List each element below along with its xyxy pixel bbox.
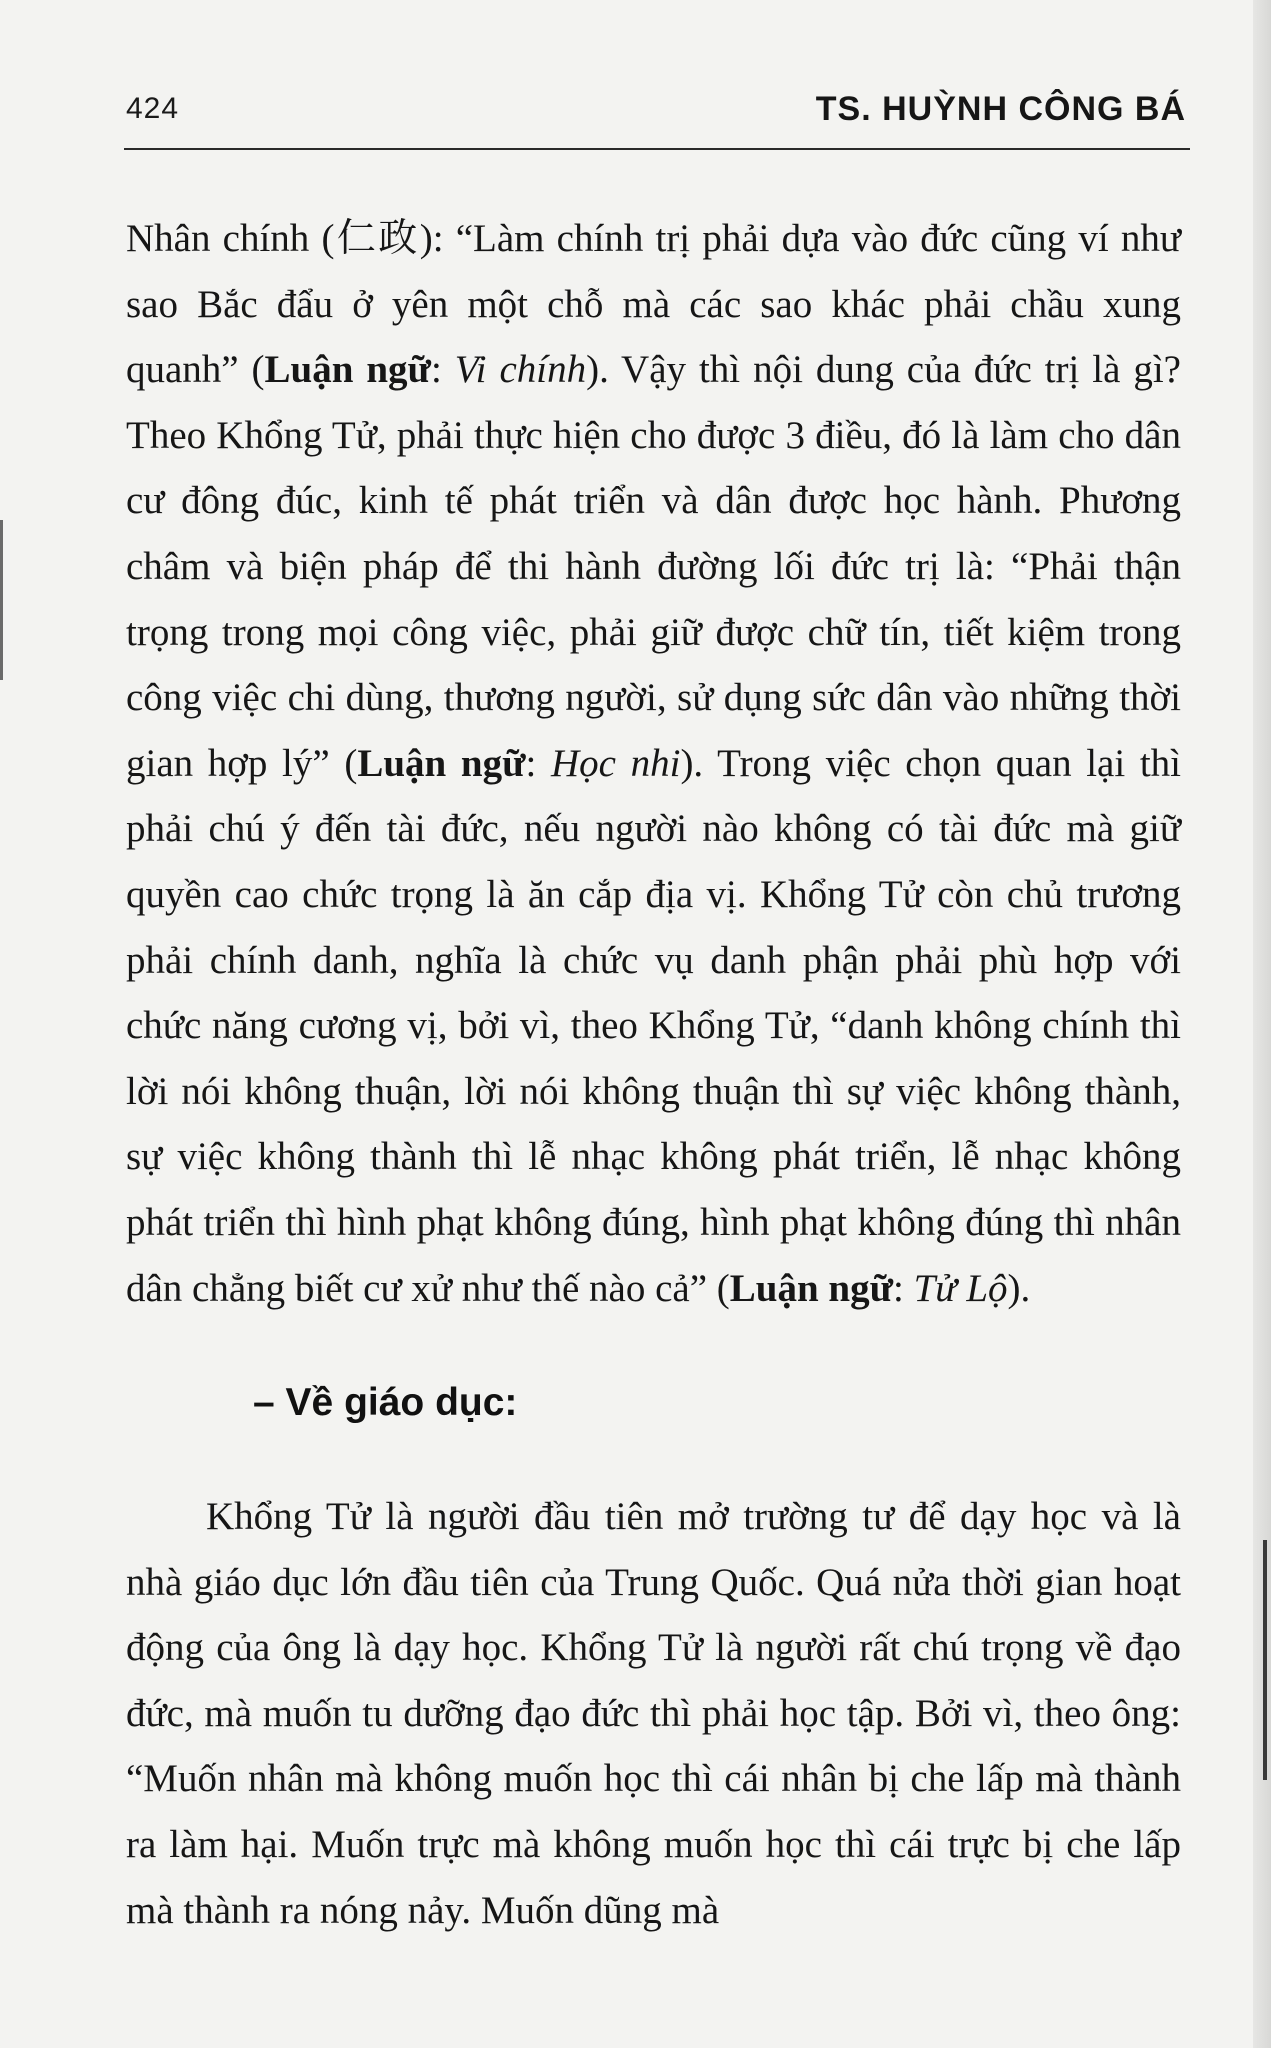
- running-head-author: TS. HUỲNH CÔNG BÁ: [815, 90, 1186, 128]
- page-right-edge: [1253, 0, 1271, 2048]
- header-rule: [124, 148, 1190, 150]
- section-heading-text: – Về giáo dục:: [253, 1381, 518, 1425]
- text-run: ). Vậy thì nội dung của đức trị là gì? Theo Khổng Tử, phải thực hiện cho được 3 điều, đó là làm cho dân cư đông đúc, kinh tế phát triển và dân được học hành. Phương châm và biện pháp để thi hành đường lối đức trị là: “Phải thận trọng trong mọi công việc, phải giữ được chữ tín, tiết kiệm trong công việc chi dùng, thương người, sử dụng sức dân vào những thời gian hợp lý” (: [126, 348, 1181, 785]
- page-left-edge-shadow: [0, 520, 3, 680]
- text-run: :: [430, 348, 455, 392]
- text-run: :: [893, 1266, 914, 1310]
- citation-source: Luận ngữ: [729, 1266, 894, 1310]
- page-right-edge-shadow: [1263, 1540, 1267, 1780]
- citation-chapter: Tử Lộ: [913, 1266, 1008, 1310]
- page-header: [126, 92, 1186, 136]
- paragraph-giao-duc: Khổng Tử là người đầu tiên mở trường tư để dạy học và là nhà giáo dục lớn đầu tiên của Trung Quốc. Quá nửa thời gian hoạt động của ông là dạy học. Khổng Tử là người rất chú trọng về đạo đức, mà muốn tu dưỡng đạo đức thì phải học tập. Bởi vì, theo ông: “Muốn nhân mà không muốn học thì cái nhân bị che lấp mà thành ra làm hại. Muốn trực mà không muốn học thì cái trực bị che lấp mà thành ra nóng nảy. Muốn dũng mà: [126, 1495, 1181, 1932]
- citation-chapter: Học nhi: [550, 741, 681, 785]
- citation-source: Luận ngữ: [264, 348, 431, 392]
- text-run: Nhân chính (仁政): “Làm chính trị phải dựa vào đức cũng ví như sao Bắc đẩu ở yên một chỗ mà các sao khác phải chầu xung quanh” (: [126, 217, 1181, 392]
- text-run: :: [525, 741, 551, 785]
- page-number: 424: [126, 92, 180, 125]
- citation-source: Luận ngữ: [357, 741, 526, 785]
- body-text: [126, 206, 1181, 1943]
- text-run: ).: [1007, 1266, 1031, 1310]
- citation-chapter: Vi chính: [454, 348, 587, 392]
- section-heading: [126, 1321, 1181, 1484]
- text-run: ). Trong việc chọn quan lại thì phải chú ý đến tài đức, nếu người nào không có tài đức mà giữ quyền cao chức trọng là ăn cắp địa vị. Khổng Tử còn chủ trương phải chính danh, nghĩa là chức vụ danh phận phải phù hợp với chức năng cương vị, bởi vì, theo Khổng Tử, “danh không chính thì lời nói không thuận, lời nói không thuận thì sự việc không thành, sự việc không thành thì lễ nhạc không phát triển, lễ nhạc không phát triển thì hình phạt không đúng, hình phạt không đúng thì nhân dân chẳng biết cư xử như thế nào cả” (: [126, 741, 1182, 1310]
- paragraph-nhan-chinh: [126, 206, 1181, 1321]
